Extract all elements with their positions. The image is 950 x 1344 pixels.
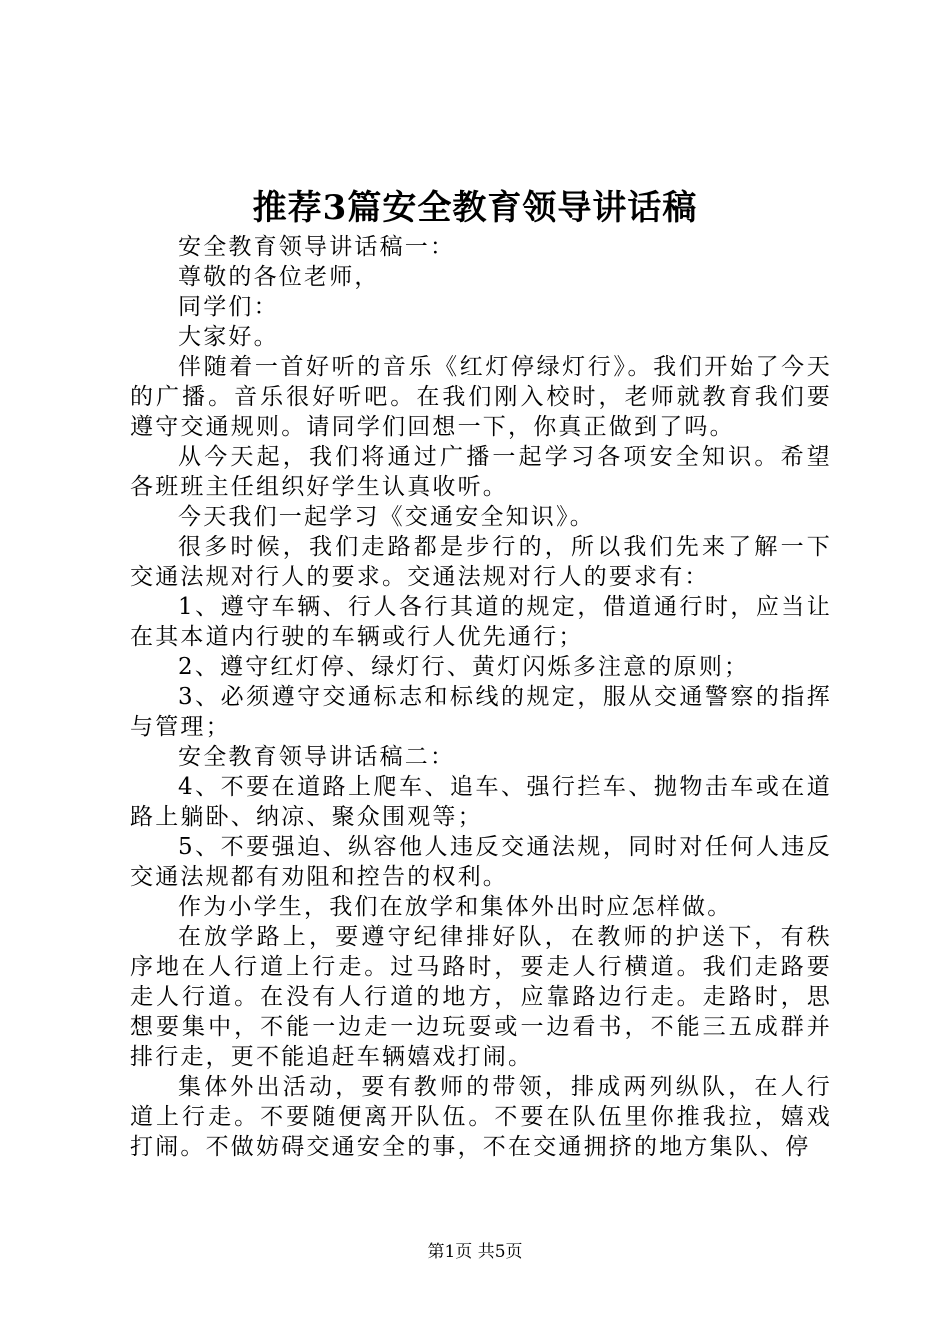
document-title: 推荐3篇安全教育领导讲话稿 bbox=[252, 188, 698, 228]
paragraph: 在放学路上，要遵守纪律排好队，在教师的护送下，有秩序地在人行道上行走。过马路时，要走人行横道。我们走路要走人行道。在没有人行道的地方，应靠路边行走。走路时，思想要集中，不能一边走一边玩耍或一边看书，不能三五成群并排行走，更不能追赶车辆嬉戏打闹。 bbox=[130, 924, 832, 1070]
paragraph: 作为小学生，我们在放学和集体外出时应怎样做。 bbox=[178, 894, 733, 920]
paragraph: 尊敬的各位老师， bbox=[178, 264, 380, 290]
paragraph: 1、遵守车辆、行人各行其道的规定，借道通行时，应当让在其本道内行驶的车辆或行人优先通行； bbox=[130, 594, 832, 650]
paragraph: 安全教育领导讲话稿二： bbox=[178, 744, 456, 770]
paragraph: 2、遵守红灯停、绿灯行、黄灯闪烁多注意的原则； bbox=[178, 654, 750, 680]
paragraph: 同学们： bbox=[178, 294, 279, 320]
paragraph: 安全教育领导讲话稿一： bbox=[178, 234, 456, 260]
paragraph: 3、必须遵守交通标志和标线的规定，服从交通警察的指挥与管理； bbox=[130, 684, 832, 740]
paragraph: 集体外出活动，要有教师的带领，排成两列纵队，在人行道上行走。不要随便离开队伍。不要在队伍里你推我拉，嬉戏打闹。不做妨碍交通安全的事，不在交通拥挤的地方集队、停 bbox=[130, 1074, 832, 1160]
paragraph: 从今天起，我们将通过广播一起学习各项安全知识。希望各班班主任组织好学生认真收听。 bbox=[130, 444, 832, 500]
paragraph: 今天我们一起学习《交通安全知识》。 bbox=[178, 504, 595, 530]
paragraph: 4、不要在道路上爬车、追车、强行拦车、抛物击车或在道路上躺卧、纳凉、聚众围观等； bbox=[130, 774, 832, 830]
page-footer: 第1页 共5页 bbox=[427, 1242, 523, 1262]
paragraph: 5、不要强迫、纵容他人违反交通法规，同时对任何人违反交通法规都有劝阻和控告的权利。 bbox=[130, 834, 832, 890]
paragraph: 很多时候，我们走路都是步行的，所以我们先来了解一下交通法规对行人的要求。交通法规对行人的要求有： bbox=[130, 534, 832, 590]
paragraph: 伴随着一首好听的音乐《红灯停绿灯行》。我们开始了今天的广播。音乐很好听吧。在我们刚入校时，老师就教育我们要遵守交通规则。请同学们回想一下，你真正做到了吗。 bbox=[130, 354, 832, 440]
paragraph: 大家好。 bbox=[178, 324, 279, 350]
document-body bbox=[130, 232, 832, 1162]
